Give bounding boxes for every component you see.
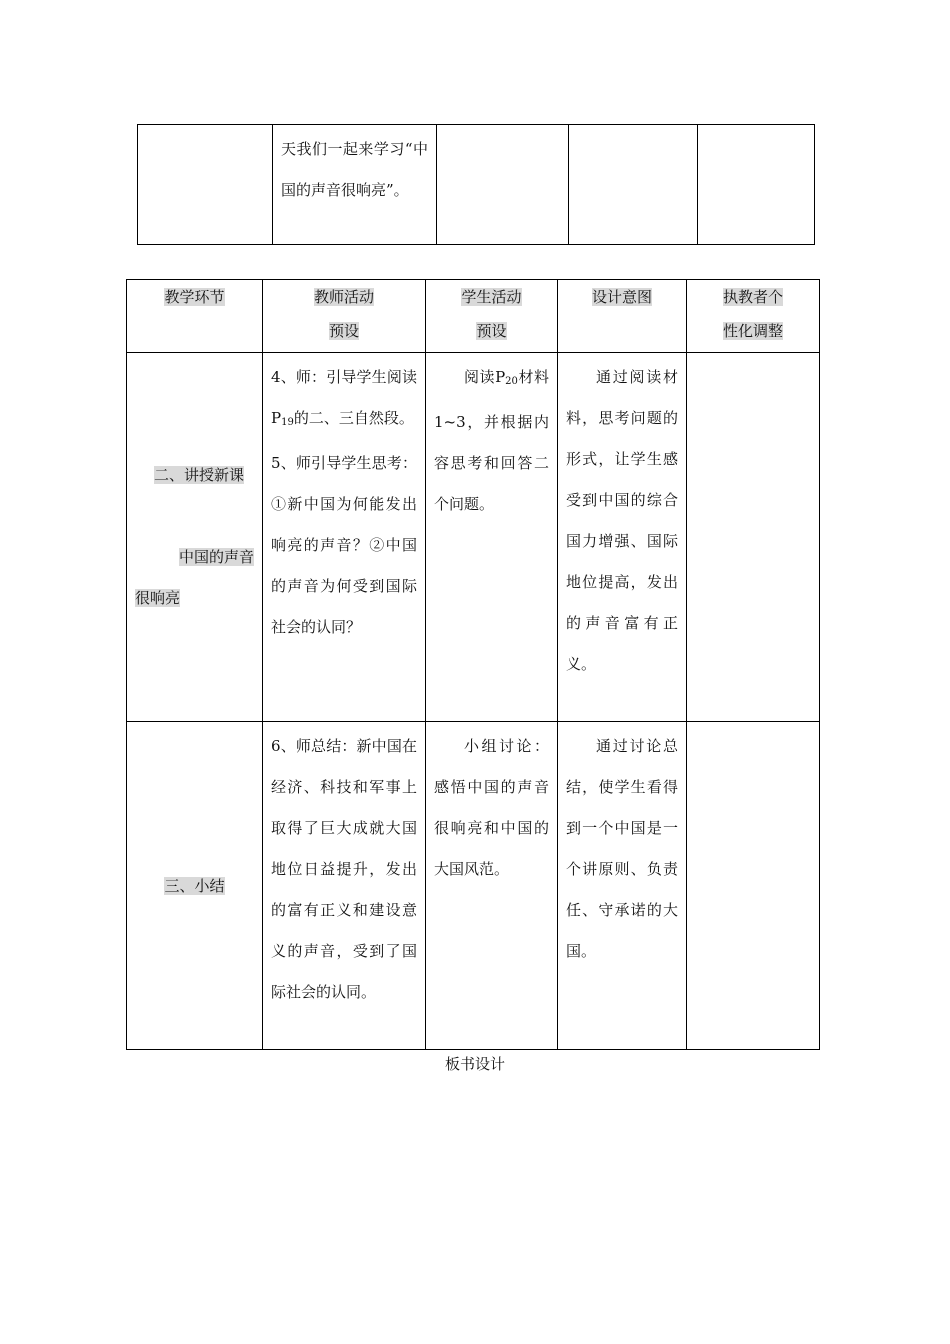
- header-student-line2: 预设: [476, 322, 507, 340]
- stage-cell-empty: [138, 125, 273, 245]
- header-personal: [687, 280, 820, 353]
- stage-cell: [127, 722, 263, 1050]
- student-activity-cell: 阅读$P_{20}$材料1~3，并根据内容思考和回答二个问题。: [426, 353, 558, 722]
- stage-subtitle-line2: 很响亮: [135, 589, 181, 607]
- continuation-table: [137, 124, 815, 245]
- teacher-activity-cell: [273, 125, 437, 245]
- header-personal-line1: 执教者个: [722, 288, 783, 306]
- header-teacher-line1: 教师活动: [313, 288, 374, 306]
- table-row: [127, 353, 820, 722]
- teacher-activity-cell: [263, 353, 426, 722]
- design-intent-cell-empty: [569, 125, 698, 245]
- design-intent-cell: [558, 353, 687, 722]
- blackboard-design-caption: 板书设计: [444, 1055, 505, 1073]
- design-intent-text: 通过阅读材料，思考问题的形式，让学生感受到中国的综合国力增强、国际地位提高，发出的声音富有正义。: [566, 368, 678, 673]
- header-student-line1: 学生活动: [461, 288, 522, 306]
- personal-adjust-cell: [687, 722, 820, 1050]
- personal-adjust-cell-empty: [698, 125, 815, 245]
- lesson-plan-table: [126, 279, 820, 1050]
- teacher-activity-text: 天我们一起来学习“中国的声音很响亮”。: [281, 140, 428, 199]
- stage-subtitle-line1: 中国的声音: [178, 548, 254, 566]
- stage-title: 二、讲授新课: [153, 466, 244, 484]
- table-row: [127, 722, 820, 1050]
- header-teacher-line2: 预设: [328, 322, 359, 340]
- header-teacher: [263, 280, 426, 353]
- teacher-activity-step4: 4、师：引导学生阅读$P_{19}$的二、三自然段。: [271, 368, 417, 428]
- header-row: [127, 280, 820, 353]
- design-intent-text: 通过讨论总结，使学生看得到一个中国是一个讲原则、负责任、守承诺的大国。: [566, 737, 678, 960]
- stage-cell: [127, 353, 263, 722]
- teacher-activity-cell: [263, 722, 426, 1050]
- design-intent-cell: [558, 722, 687, 1050]
- header-stage-label: 教学环节: [164, 288, 225, 306]
- personal-adjust-cell: [687, 353, 820, 722]
- stage-title: 三、小结: [164, 877, 225, 895]
- header-intent-label: 设计意图: [591, 288, 652, 306]
- student-activity-cell-empty: [437, 125, 569, 245]
- header-stage: [127, 280, 263, 353]
- header-personal-line2: 性化调整: [722, 322, 783, 340]
- teacher-activity-step5: 5、师引导学生思考：①新中国为何能发出响亮的声音？②中国的声音为何受到国际社会的认同？: [271, 454, 417, 636]
- student-activity-cell: [426, 722, 558, 1050]
- teacher-activity-step6: 6、师总结：新中国在经济、科技和军事上取得了巨大成就大国地位日益提升，发出的富有正义和建设意义的声音，受到了国际社会的认同。: [271, 737, 417, 1001]
- header-intent: [558, 280, 687, 353]
- header-student: [426, 280, 558, 353]
- student-activity-text: 小组讨论：感悟中国的声音很响亮和中国的大国风范。: [434, 737, 549, 878]
